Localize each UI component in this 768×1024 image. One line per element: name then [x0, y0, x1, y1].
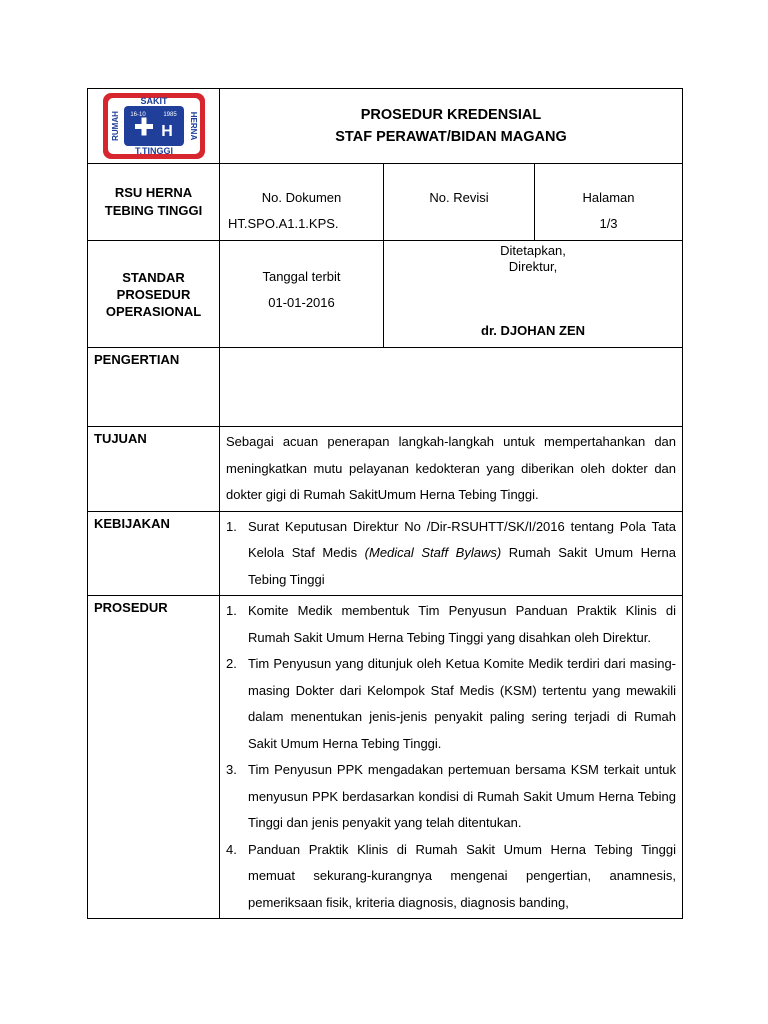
prosedur-item [226, 598, 676, 651]
hospital-name-line2: TEBING TINGGI [104, 203, 203, 218]
hospital-name-line1: RSU HERNA [114, 185, 193, 200]
logo-left-text: RUMAH [110, 111, 120, 141]
logo-date-right: 1985 [162, 112, 177, 118]
revision-label: No. Revisi [429, 190, 489, 205]
document-title-line2: STAF PERAWAT/BIDAN MAGANG [335, 129, 567, 145]
kebijakan-label: KEBIJAKAN [88, 511, 220, 596]
prosedur-item-number: 4. [226, 841, 237, 857]
doc-number-value: HT.SPO.A1.1.KPS. [228, 216, 339, 231]
set-by-label: Ditetapkan, [500, 243, 566, 258]
document-title-line1: PROSEDUR KREDENSIAL [360, 107, 542, 123]
issue-date-label: Tanggal terbit [262, 269, 341, 284]
issue-date-cell [220, 241, 384, 348]
hospital-logo [102, 92, 206, 160]
prosedur-item-number: 3. [226, 762, 237, 777]
logo-top-text: SAKIT [140, 96, 167, 106]
prosedur-item [226, 837, 676, 917]
sop-row [88, 241, 683, 348]
prosedur-item-text: Komite Medik membentuk Tim Penyusun Panduan Praktik Klinis di Rumah Sakit Umum Herna Tebing Tinggi yang disahkan oleh Direktur. [248, 603, 677, 645]
title-cell [220, 89, 683, 164]
sop-table [87, 88, 683, 919]
logo-date-left: 16-10 [129, 112, 146, 118]
prosedur-item [226, 651, 676, 757]
sop-label-line1: STANDAR [122, 269, 185, 285]
director-label: Direktur, [508, 259, 558, 274]
pengertian-label: PENGERTIAN [88, 348, 220, 427]
header-row [88, 89, 683, 164]
tujuan-text: Sebagai acuan penerapan langkah-langkah untuk mempertahankan dan meningkatkan mutu pelayanan kedokteran yang diberikan oleh dokter dan dokter gigi di Rumah SakitUmum Herna Tebing Tinggi. [220, 427, 683, 512]
kebijakan-item-text-before: Surat Keputusan Direktur No /Dir-RSUHTT/SK/I/2016 tentang Pola Tata Kelola Staf Medis [248, 518, 677, 560]
sop-label-cell [88, 241, 220, 348]
hospital-name-cell [88, 164, 220, 241]
page-value: 1/3 [599, 216, 618, 231]
kebijakan-row [88, 511, 683, 596]
pengertian-content [220, 348, 683, 427]
prosedur-item-text: Tim Penyusun PPK mengadakan pertemuan bersama KSM terkait untuk menyusun PPK berdasarkan kondisi di Rumah Sakit Umum Herna Tebing Tinggi dan jenis penyakit yang telah ditentukan. [248, 762, 677, 830]
tujuan-row [88, 427, 683, 512]
pengertian-row [88, 348, 683, 427]
svg-text:H: H [160, 123, 173, 140]
prosedur-label: PROSEDUR [88, 596, 220, 919]
issue-date-value: 01-01-2016 [268, 295, 335, 310]
director-name: dr. DJOHAN ZEN [481, 323, 586, 338]
sop-label-line3: OPERASIONAL [105, 303, 202, 319]
kebijakan-content [220, 511, 683, 596]
prosedur-item-text: Panduan Praktik Klinis di Rumah Sakit Umum Herna Tebing Tinggi memuat sekurang-kurangnya mengenai pengertian, anamnesis, pemeriksaan fisik, kriteria diagnosis, diagnosis banding, [248, 841, 677, 910]
kebijakan-item-text-after: Rumah Sakit Umum Herna Tebing Tinggi [248, 545, 677, 587]
kebijakan-item-text-italic: (Medical Staff Bylaws) [364, 545, 502, 560]
kebijakan-item [226, 514, 676, 594]
signature-cell [384, 241, 683, 348]
logo-right-text: HERNA [188, 111, 198, 141]
kebijakan-item-number: 1. [226, 518, 237, 534]
doc-info-row [88, 164, 683, 241]
logo-bottom-text: T.TINGGI [134, 146, 173, 156]
prosedur-item [226, 757, 676, 837]
doc-number-label: No. Dokumen [261, 190, 342, 205]
prosedur-item-number: 2. [226, 656, 237, 671]
doc-number-cell [220, 164, 384, 241]
prosedur-content [220, 596, 683, 919]
logo-cell [88, 89, 220, 164]
sop-label-line2: PROSEDUR [116, 286, 191, 302]
revision-cell [384, 164, 535, 241]
prosedur-item-number: 1. [226, 603, 237, 618]
page-cell [535, 164, 683, 241]
prosedur-row [88, 596, 683, 919]
tujuan-label: TUJUAN [88, 427, 220, 512]
prosedur-item-text: Tim Penyusun yang ditunjuk oleh Ketua Komite Medik terdiri dari masing-masing Dokter dari Kelompok Staf Medis (KSM) tertentu yang mewakili dalam menentukan jenis-jenis penyakit paling sering terjadi di Rumah Sakit Umum Herna Tebing Tinggi. [248, 656, 677, 751]
page-label: Halaman [582, 190, 635, 205]
